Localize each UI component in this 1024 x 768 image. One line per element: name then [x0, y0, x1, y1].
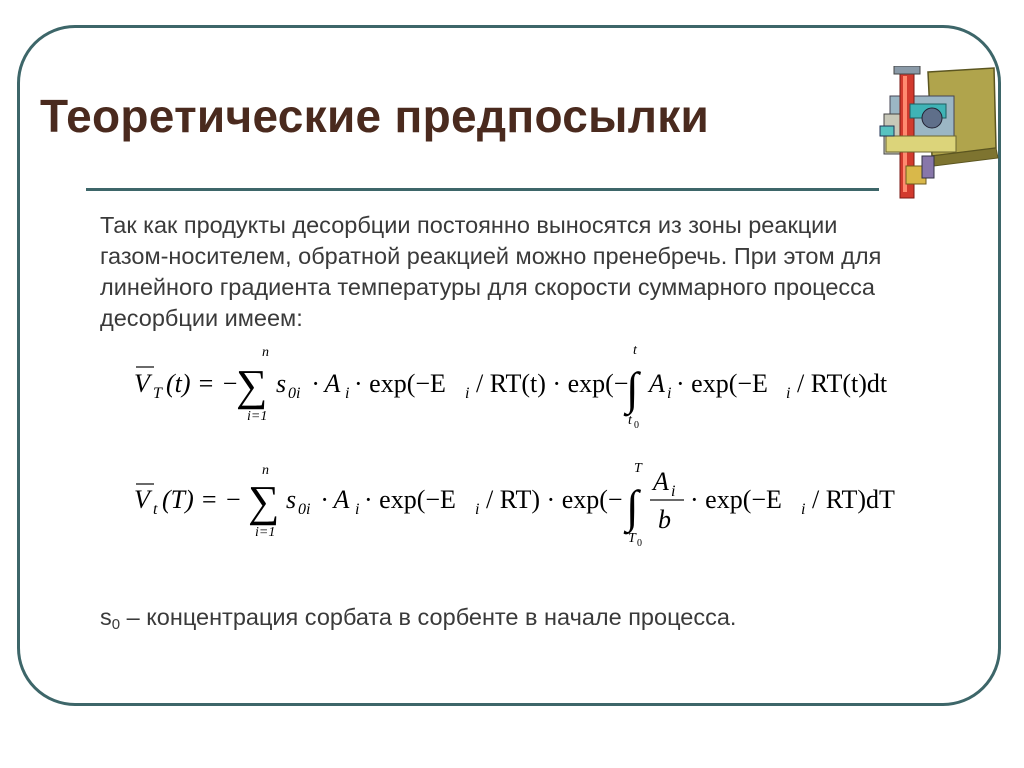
svg-text:i: i — [475, 501, 480, 518]
svg-text:· exp(−E: · exp(−E — [690, 485, 782, 514]
svg-text:/ RT)dT: / RT)dT — [812, 485, 895, 514]
formula-vt-of-t — [134, 340, 914, 430]
svg-text:i: i — [786, 385, 791, 402]
formula-1-integral-sign: ∫ — [626, 363, 639, 414]
svg-text:s: s — [276, 369, 287, 398]
svg-text:· exp(−E: · exp(−E — [354, 369, 446, 398]
footnote-s0 — [100, 602, 736, 640]
svg-text:/ RT(t)dt: / RT(t)dt — [797, 369, 888, 398]
svg-text:T: T — [634, 461, 642, 476]
svg-text:(T) = −: (T) = − — [162, 485, 242, 514]
footnote-subscript: 0 — [111, 616, 121, 633]
title-underline — [86, 188, 879, 191]
svg-text:t: t — [153, 501, 158, 518]
svg-text:/ RT) · exp(−: / RT) · exp(− — [486, 485, 623, 514]
svg-text:T: T — [153, 385, 162, 402]
svg-text:A: A — [653, 467, 669, 496]
formula-2-integral-sign: ∫ — [626, 481, 639, 532]
formula-1-sum-sign: ∑ — [236, 361, 268, 410]
slide-title: Теоретические предпосылки — [40, 90, 710, 142]
svg-text:i: i — [671, 483, 676, 500]
desorption-apparatus-icon — [870, 66, 1000, 206]
svg-text:i=1: i=1 — [255, 525, 276, 540]
svg-text:i: i — [345, 385, 350, 402]
svg-text:t: t — [628, 413, 632, 428]
svg-text:n: n — [262, 345, 269, 360]
footnote-text: – концентрация сорбата в сорбенте в начале процесса. — [120, 604, 737, 630]
svg-text:b: b — [658, 505, 671, 534]
formula-vt-of-T — [134, 458, 914, 550]
svg-text:t: t — [633, 343, 637, 358]
svg-text:0: 0 — [637, 538, 642, 549]
formula-2-sum-sign: ∑ — [248, 477, 280, 526]
svg-text:(t) = −: (t) = − — [166, 369, 239, 398]
svg-text:i=1: i=1 — [247, 409, 268, 424]
svg-text:s: s — [286, 485, 297, 514]
svg-text:i: i — [465, 385, 470, 402]
svg-text:i: i — [801, 501, 806, 518]
svg-text:i: i — [355, 501, 360, 518]
svg-text:A: A — [649, 369, 665, 398]
svg-text:0i: 0i — [298, 501, 311, 518]
svg-text:T: T — [628, 531, 636, 546]
svg-text:· exp(−E: · exp(−E — [676, 369, 768, 398]
svg-text:0i: 0i — [288, 385, 301, 402]
svg-text:· A: · A — [321, 485, 350, 514]
svg-text:n: n — [262, 463, 269, 478]
svg-text:0: 0 — [634, 420, 639, 431]
svg-text:· A: · A — [312, 369, 341, 398]
formula-2-lhs: V — [134, 485, 150, 514]
formula-2-svg — [134, 458, 914, 550]
svg-text:i: i — [667, 385, 672, 402]
formula-1-svg — [134, 340, 914, 430]
svg-text:· exp(−E: · exp(−E — [364, 485, 456, 514]
formula-1-lhs: V — [134, 369, 150, 398]
svg-text:/ RT(t) · exp(−: / RT(t) · exp(− — [476, 369, 629, 398]
footnote-symbol: s — [100, 604, 112, 630]
body-paragraph: Так как продукты десорбции постоянно выносятся из зоны реакции газом-носителем, обратной реакцией можно пренебречь. При этом для линейного градиента температуры для скорости суммарного процесса десорбции имеем: — [100, 212, 882, 331]
